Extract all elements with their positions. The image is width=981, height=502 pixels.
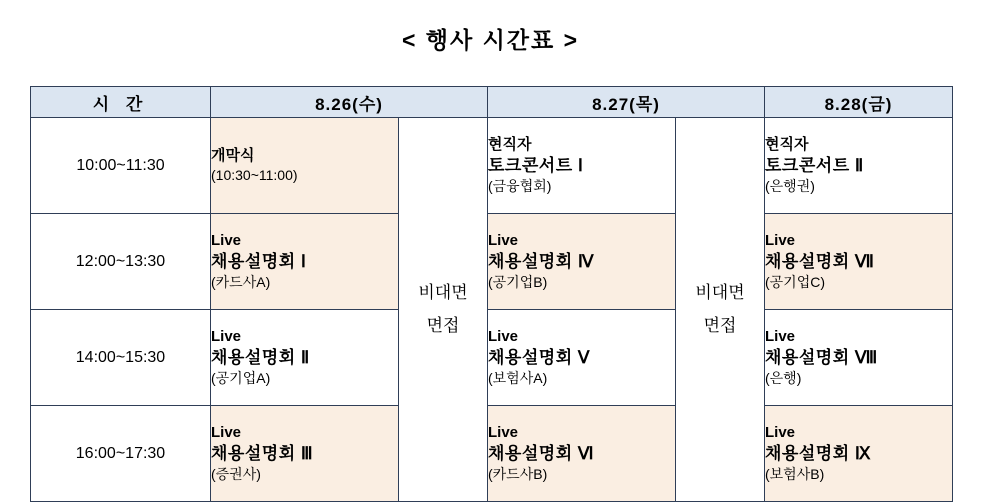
interview-label-line2: 면접 <box>426 315 460 335</box>
interview-label-line1: 비대면 <box>418 283 468 303</box>
session-day2-slot1 <box>488 118 676 214</box>
session-subtitle: (카드사A) <box>211 273 271 290</box>
session-subtitle: (증권사) <box>211 465 261 482</box>
interview-column-day2 <box>676 118 765 502</box>
session-subtitle: (공기업A) <box>211 369 271 386</box>
session-title-line1: Live <box>488 328 519 346</box>
table-row <box>31 214 953 310</box>
session-subtitle: (10:30~11:00) <box>211 166 298 183</box>
session-subtitle: (공기업B) <box>488 273 548 290</box>
column-header-day1: 8.26(수) <box>211 87 488 118</box>
session-title-line1: Live <box>488 424 519 442</box>
time-slot-4: 16:00~17:30 <box>31 406 211 502</box>
interview-column-day1 <box>399 118 488 502</box>
session-title-line2: 채용설명회 Ⅰ <box>211 251 307 271</box>
session-day3-slot4 <box>765 406 953 502</box>
session-title-line2: 채용설명회 Ⅷ <box>765 347 878 367</box>
session-day1-slot1 <box>211 118 399 214</box>
session-title-line1: Live <box>765 424 796 442</box>
interview-label-line1: 비대면 <box>695 283 745 303</box>
session-day3-slot3 <box>765 310 953 406</box>
time-slot-2: 12:00~13:30 <box>31 214 211 310</box>
column-header-time: 시 간 <box>31 87 211 118</box>
session-title-line2: 채용설명회 Ⅳ <box>488 251 595 271</box>
session-day3-slot1 <box>765 118 953 214</box>
session-title-line2: 채용설명회 Ⅱ <box>211 347 310 367</box>
session-subtitle: (보험사B) <box>765 465 825 482</box>
session-title-line2: 토크콘서트 Ⅰ <box>488 155 584 175</box>
table-row <box>31 406 953 502</box>
session-title-line2: 채용설명회 Ⅵ <box>488 443 595 463</box>
session-subtitle: (공기업C) <box>765 273 826 290</box>
page-title: < 행사 시간표 > <box>401 27 580 53</box>
column-header-day2: 8.27(목) <box>488 87 765 118</box>
session-title-line1: Live <box>211 328 242 346</box>
session-title-line1: 현직자 <box>488 136 532 154</box>
session-title-line2: 채용설명회 Ⅶ <box>765 251 875 271</box>
session-title-line2: 채용설명회 Ⅸ <box>765 443 871 463</box>
session-title-line1: Live <box>211 232 242 250</box>
session-day1-slot4 <box>211 406 399 502</box>
session-title-line2: 토크콘서트 Ⅱ <box>765 155 864 175</box>
session-title-line1: Live <box>765 232 796 250</box>
table-header-row <box>31 87 953 118</box>
session-title-line1: Live <box>765 328 796 346</box>
session-day3-slot2 <box>765 214 953 310</box>
session-day2-slot2 <box>488 214 676 310</box>
session-title-line1: Live <box>211 424 242 442</box>
time-slot-1: 10:00~11:30 <box>31 118 211 214</box>
session-title-line1: 개막식 <box>211 147 255 165</box>
session-day2-slot3 <box>488 310 676 406</box>
session-subtitle: (보험사A) <box>488 369 548 386</box>
event-schedule-table <box>30 86 953 502</box>
session-subtitle: (은행권) <box>765 177 815 194</box>
session-title-line1: 현직자 <box>765 136 809 154</box>
time-slot-3: 14:00~15:30 <box>31 310 211 406</box>
session-day2-slot4 <box>488 406 676 502</box>
table-row <box>31 118 953 214</box>
session-day1-slot2 <box>211 214 399 310</box>
session-subtitle: (은행) <box>765 369 802 386</box>
session-title-line2: 채용설명회 Ⅴ <box>488 347 590 367</box>
column-header-day3: 8.28(금) <box>765 87 953 118</box>
session-day1-slot3 <box>211 310 399 406</box>
session-subtitle: (금융협회) <box>488 177 552 194</box>
interview-label-line2: 면접 <box>703 315 737 335</box>
table-row <box>31 310 953 406</box>
session-title-line2: 채용설명회 Ⅲ <box>211 443 314 463</box>
session-title-line1: Live <box>488 232 519 250</box>
schedule-table-wrapper <box>30 86 952 502</box>
session-subtitle: (카드사B) <box>488 465 548 482</box>
